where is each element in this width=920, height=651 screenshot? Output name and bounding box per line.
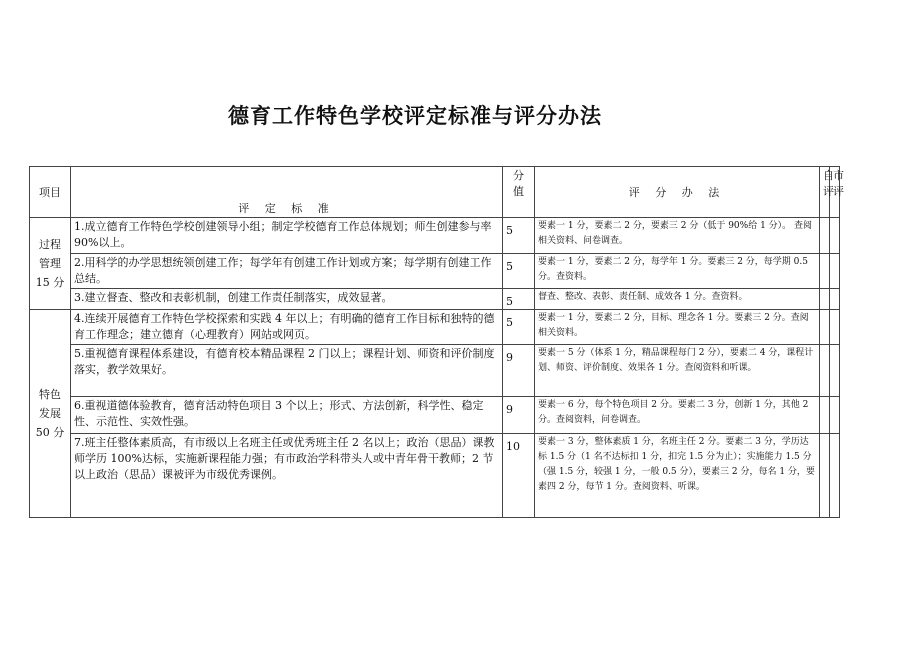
table-row xyxy=(30,434,840,518)
method-cell: 要素一 1 分，要素二 2 分，要素三 2 分（低于 90%给 1 分）。 查阅相关资料、问卷调查。 xyxy=(535,218,820,254)
table-row xyxy=(30,289,840,310)
method-cell: 督查、整改、表彰、责任制、成效各 1 分。查资料。 xyxy=(535,289,820,310)
category-feature-development xyxy=(30,310,71,518)
score-cell: 9 xyxy=(503,345,535,397)
self-eval-cell[interactable] xyxy=(820,254,830,289)
score-cell: 5 xyxy=(503,254,535,289)
table-row xyxy=(30,254,840,289)
score-cell: 9 xyxy=(503,397,535,434)
self-eval-cell[interactable] xyxy=(820,310,830,345)
header-self-line1: 自 xyxy=(823,169,834,182)
criterion-cell: 5.重视德育课程体系建设，有德育校本精品课程 2 门以上；课程计划、师资和评价制度落实，教学效果好。 xyxy=(71,345,503,397)
method-cell: 要素一 5 分（体系 1 分，精品课程每门 2 分），要素二 4 分，课程计划、师资、评价制度、效果各 1 分。查阅资料和听课。 xyxy=(535,345,820,397)
city-eval-cell[interactable] xyxy=(830,218,840,254)
self-eval-cell[interactable] xyxy=(820,289,830,310)
header-city-line1: 市 xyxy=(833,169,844,182)
method-cell: 要素一 1 分，要素二 2 分，每学年 1 分。要素三 2 分，每学期 0.5 分。查资料。 xyxy=(535,254,820,289)
city-eval-cell[interactable] xyxy=(830,434,840,518)
header-self-line2: 评 xyxy=(823,185,834,198)
header-score-line1: 分 xyxy=(513,169,524,182)
score-cell: 5 xyxy=(503,218,535,254)
criterion-cell: 6.重视道德体验教育，德育活动特色项目 3 个以上；形式、方法创新，科学性、稳定性、示范性、实效性强。 xyxy=(71,397,503,434)
city-eval-cell[interactable] xyxy=(830,310,840,345)
header-method: 评 分 办 法 xyxy=(535,167,820,218)
evaluation-table xyxy=(29,166,844,518)
self-eval-cell[interactable] xyxy=(820,218,830,254)
category-line: 特色 xyxy=(39,388,61,401)
criterion-cell: 3.建立督查、整改和表彰机制，创建工作责任制落实，成效显著。 xyxy=(71,289,503,310)
criterion-cell: 4.连续开展德育工作特色学校探索和实践 4 年以上；有明确的德育工作目标和独特的德育工作理念；建立德育（心理教育）网站或网页。 xyxy=(71,310,503,345)
header-score xyxy=(503,167,535,218)
category-points: 15 分 xyxy=(35,276,65,289)
criterion-cell: 1.成立德育工作特色学校创建领导小组；制定学校德育工作总体规划；师生创建参与率 90%以上。 xyxy=(71,218,503,254)
table-row xyxy=(30,310,840,345)
criterion-cell: 7.班主任整体素质高，有市级以上名班主任或优秀班主任 2 名以上；政治（思品）课教师学历 100%达标，实施新课程能力强；有市政治学科带头人或中青年骨干教师；2 节以上政治（思品）课被评为市级优秀课例。 xyxy=(71,434,503,518)
header-item: 项目 xyxy=(30,167,71,218)
self-eval-cell[interactable] xyxy=(820,345,830,397)
city-eval-cell[interactable] xyxy=(830,397,840,434)
table-header-row xyxy=(30,167,840,218)
method-cell: 要素一 6 分，每个特色项目 2 分。要素二 3 分，创新 1 分，其他 2 分。查阅资料，问卷调查。 xyxy=(535,397,820,434)
city-eval-cell[interactable] xyxy=(830,289,840,310)
category-points: 50 分 xyxy=(35,426,65,439)
table-row xyxy=(30,397,840,434)
document-title: 德育工作特色学校评定标准与评分办法 xyxy=(228,104,602,128)
category-line: 过程 xyxy=(39,238,61,251)
self-eval-cell[interactable] xyxy=(820,397,830,434)
city-eval-cell[interactable] xyxy=(830,345,840,397)
score-cell: 5 xyxy=(503,289,535,310)
self-eval-cell[interactable] xyxy=(820,434,830,518)
header-score-line2: 值 xyxy=(513,185,524,198)
table-row xyxy=(30,218,840,254)
table-row xyxy=(30,345,840,397)
method-cell: 要素一 3 分，整体素质 1 分，名班主任 2 分。要素二 3 分，学历达标 1.5 分（1 名不达标扣 1 分，扣完 1.5 分为止）；实施能力 1.5 分（强 1.5 分，较强 1 分，一般 0.5 分），要素三 2 分，每名 1 分，要素四 2 分，每节 1 分。查阅资料、听课。 xyxy=(535,434,820,518)
score-cell: 5 xyxy=(503,310,535,345)
header-criteria: 评 定 标 准 xyxy=(71,167,503,218)
criterion-cell: 2.用科学的办学思想统领创建工作；每学年有创建工作计划或方案；每学期有创建工作总结。 xyxy=(71,254,503,289)
header-self-eval xyxy=(820,167,834,218)
category-line: 发展 xyxy=(39,407,61,420)
city-eval-cell[interactable] xyxy=(830,254,840,289)
category-line: 管理 xyxy=(39,257,61,270)
score-cell: 10 xyxy=(503,434,535,518)
header-city-line2: 评 xyxy=(833,185,844,198)
method-cell: 要素一 1 分，要素二 2 分，目标、理念各 1 分。要素三 2 分。查阅相关资料。 xyxy=(535,310,820,345)
category-process-management xyxy=(30,218,71,310)
